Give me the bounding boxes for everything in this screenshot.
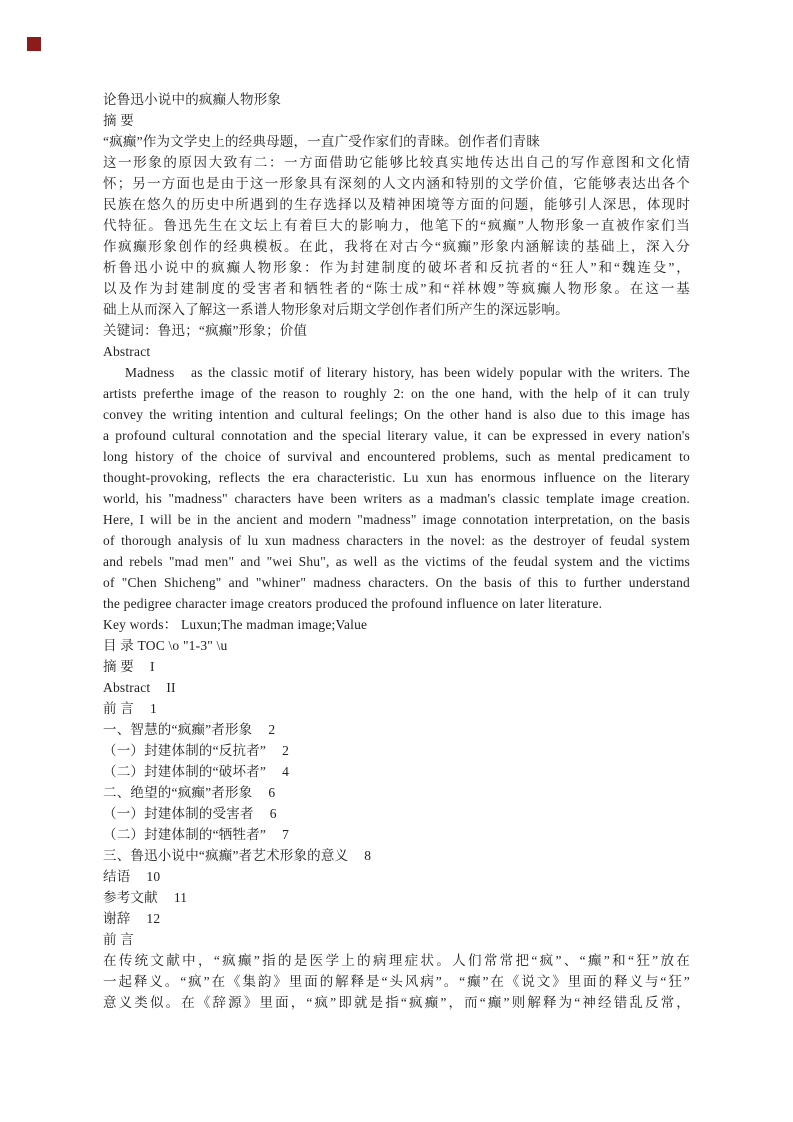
toc-entry-page-number: 6 [269,806,277,821]
text-line: a profound cultural connotation and the special literary value, it can be expressed in every nation's [103,428,690,443]
toc-entry [103,782,690,803]
toc-entry-page-number: 8 [364,848,372,863]
toc-entry [103,698,690,719]
text-line: Madness as the classic motif of literary history, has been widely popular with the writers. The [125,365,690,380]
abstract-en-heading: Abstract [103,344,151,359]
text-line: of thorough analysis of lu xun madness characters in the novel: as the destroyer of feudal system [103,533,690,548]
text-line: 怀；另一方面也是由于这一形象具有深刻的人文内涵和特别的文学价值，它能够表达出各个 [103,176,690,191]
document-title: 论鲁迅小说中的疯癫人物形象 [103,92,282,107]
text-line: the pedigree character image creators produced the profound influence on later literature. [103,596,603,611]
text-line: world, his "madness" characters have been writers as a madman's classic template image creation. [103,491,690,506]
toc-entry-page-number: 2 [282,743,290,758]
text-line: 在传统文献中，“疯癫”指的是医学上的病理症状。人们常常把“疯”、“癫”和“狂”放在 [103,953,690,968]
text-line: and rebels "mad men" and "wei Shu", as well as the victims of the feudal system and the victims [103,554,690,569]
toc-entry-page-number: 1 [149,701,157,716]
toc-entry-page-number: 10 [146,869,161,884]
toc-entry-page-number: I [149,659,155,674]
toc-entry-label: （一）封建体制的“反抗者” [103,743,267,758]
toc-entry-label: 三、鲁迅小说中“疯癫”者艺术形象的意义 [103,848,349,863]
abstract-en-paragraph [103,362,690,614]
toc-entry-label: 前 言 [103,701,134,716]
toc-entry [103,740,690,761]
toc-entry [103,845,690,866]
toc-entry [103,719,690,740]
toc-entry [103,866,690,887]
text-line: thought-provoking, reflects the era characteristic. Lu xun has enormous influence on the literary [103,470,690,485]
toc-entry-label: 一、智慧的“疯癫”者形象 [103,722,253,737]
toc-entry [103,887,690,908]
toc-entry-page-number: 4 [282,764,290,779]
toc-entry-label: 谢辞 [103,911,131,926]
toc-heading: 目 录 TOC \o "1-3" \u [103,638,228,653]
foreword-heading: 前 言 [103,932,134,947]
abstract-cn-paragraph [103,131,690,320]
text-line: 代特征。鲁迅先生在文坛上有着巨大的影响力，他笔下的“疯癫”人物形象一直被作家们当 [103,218,690,233]
toc-entry [103,908,690,929]
text-line: 一起释义。“疯”在《集韵》里面的解释是“头风病”。“癫”在《说文》里面的释义与“狂” [103,974,690,989]
text-line: 以及作为封建制度的受害者和牺牲者的“陈士成”和“祥林嫂”等疯癫人物形象。在这一基 [103,281,690,296]
toc-entry-label: 结语 [103,869,131,884]
toc-entry [103,824,690,845]
text-line: “疯癫”作为文学史上的经典母题，一直广受作家们的青睐。创作者们青睐 [103,134,541,149]
text-line: 这一形象的原因大致有二：一方面借助它能够比较真实地传达出自己的写作意图和文化情 [103,155,690,170]
toc-entry-page-number: 6 [268,785,276,800]
text-line: long history of the choice of survival and encountered problems, such as mental predicament to [103,449,690,464]
toc-list [103,656,690,929]
toc-entry-label: 二、绝望的“疯癫”者形象 [103,785,253,800]
text-line: of "Chen Shicheng" and "whiner" madness characters. On the basis of this to further understand [103,575,690,590]
toc-entry-label: （一）封建体制的受害者 [103,806,254,821]
text-line: artists preferthe image of the reason to roughly 2: on the one hand, with the help of it can truly [103,386,690,401]
toc-entry [103,677,690,698]
toc-entry-label: （二）封建体制的“牺牲者” [103,827,267,842]
red-corner-mark [27,37,41,51]
toc-entry-page-number: 2 [268,722,276,737]
foreword-paragraph [103,950,690,1013]
text-line: 础上从而深入了解这一系谱人物形象对后期文学创作者们所产生的深远影响。 [103,302,569,317]
text-line: 意义类似。在《辞源》里面，“疯”即就是指“疯癫”，而“癫”则解释为“神经错乱反常， [103,995,690,1010]
toc-entry-page-number: 7 [282,827,290,842]
toc-entry-page-number: II [166,680,176,695]
toc-entry-page-number: 12 [146,911,161,926]
toc-entry [103,761,690,782]
text-line: 民族在悠久的历史中所遇到的生存选择以及精神困境等方面的问题，能够引人深思，体现时 [103,197,690,212]
toc-entry-label: 摘 要 [103,659,134,674]
toc-entry [103,803,690,824]
keywords-en-line: Key words： Luxun;The madman image;Value [103,617,368,632]
text-line: convey the writing intention and cultural feelings; On the other hand is also due to this image has [103,407,690,422]
toc-entry-page-number: 11 [173,890,188,905]
text-line: 析鲁迅小说中的疯癫人物形象：作为封建制度的破坏者和反抗者的“狂人”和“魏连殳”， [103,260,690,275]
toc-entry [103,656,690,677]
text-line: 作疯癫形象创作的经典模板。在此，我将在对古今“疯癫”形象内涵解读的基础上，深入分 [103,239,690,254]
toc-entry-label: 参考文献 [103,890,158,905]
abstract-cn-heading: 摘 要 [103,113,134,128]
toc-entry-label: Abstract [103,680,151,695]
keywords-cn-line: 关键词：鲁迅；“疯癫”形象；价值 [103,323,308,338]
text-line: Here, I will be in the ancient and modern "madness" image connotation interpretation, on the basis [103,512,690,527]
toc-entry-label: （二）封建体制的“破坏者” [103,764,267,779]
document-content [103,89,690,1013]
